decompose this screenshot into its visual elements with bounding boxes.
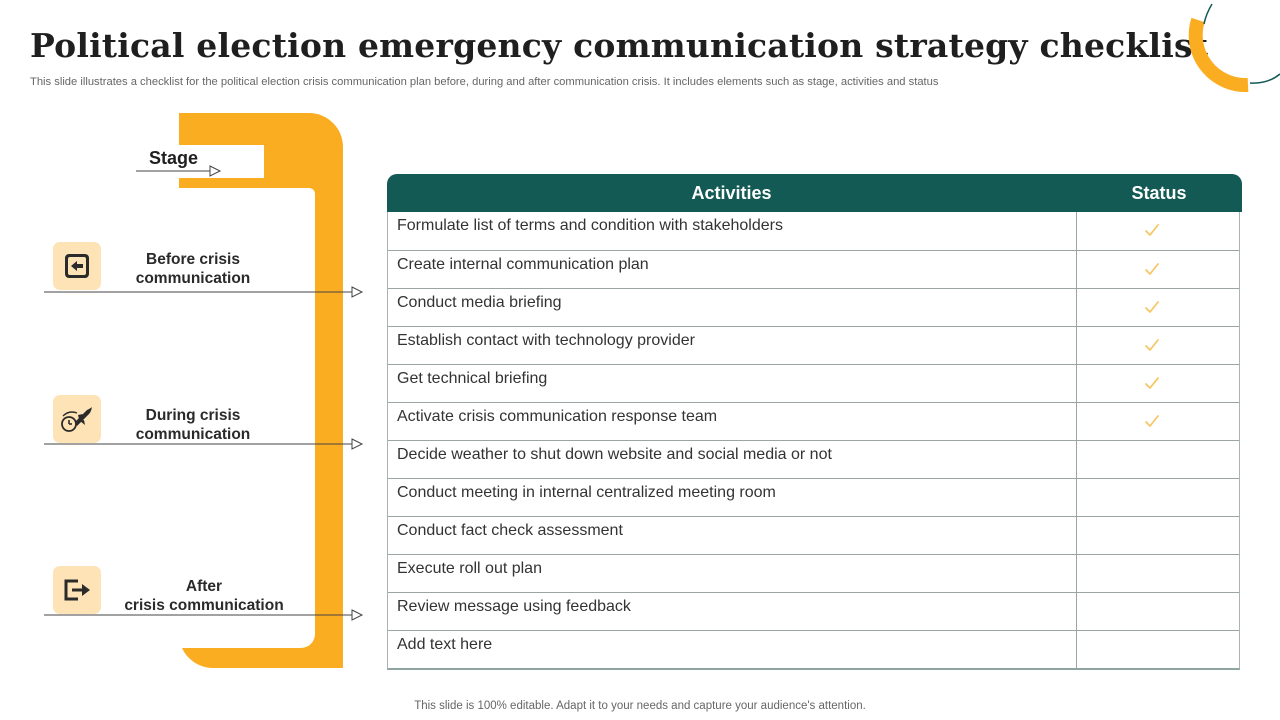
table-row	[388, 364, 1239, 402]
status-cell	[1077, 365, 1239, 402]
table-row	[388, 326, 1239, 364]
activity-cell: Conduct meeting in internal centralized meeting room	[388, 479, 1077, 516]
phase-after-arrow-icon	[44, 609, 364, 621]
activity-cell: Review message using feedback	[388, 593, 1077, 630]
header-activities: Activities	[691, 182, 772, 203]
phase-before-line1: Before crisis	[146, 251, 240, 268]
check-icon	[1144, 299, 1160, 315]
phase-during-line2: communication	[135, 426, 251, 443]
check-icon	[1144, 261, 1160, 277]
status-cell	[1077, 517, 1239, 554]
status-cell	[1077, 631, 1239, 668]
decorative-arc-icon	[1180, 0, 1280, 100]
activity-cell: Decide weather to shut down website and social media or not	[388, 441, 1077, 478]
phase-before-line2: communication	[135, 270, 251, 287]
table-body	[387, 212, 1240, 670]
status-cell	[1077, 593, 1239, 630]
table-row	[388, 440, 1239, 478]
activity-cell: Establish contact with technology provider	[388, 327, 1077, 364]
table-row	[388, 554, 1239, 592]
stage-arrow-icon	[136, 164, 222, 178]
phase-before-label	[103, 250, 283, 288]
table-row	[388, 516, 1239, 554]
phase-during-line1: During crisis	[145, 407, 241, 424]
activity-cell: Formulate list of terms and condition with stakeholders	[388, 212, 1077, 250]
rocket-clock-icon	[53, 395, 101, 443]
status-cell	[1077, 441, 1239, 478]
arrow-left-box-icon	[53, 242, 101, 290]
status-cell	[1077, 251, 1239, 288]
activity-cell: Conduct media briefing	[388, 289, 1077, 326]
slide-subtitle: This slide illustrates a checklist for the political election crisis communication plan before, during and after communication crisis. It includes elements such as stage, activities and status	[30, 76, 939, 88]
activity-cell: Create internal communication plan	[388, 251, 1077, 288]
check-icon	[1144, 337, 1160, 353]
phase-after-line1: After	[185, 578, 223, 595]
exit-arrow-icon	[53, 566, 101, 614]
slide-title: Political election emergency communication strategy checklist	[30, 26, 1209, 65]
checklist-table	[387, 174, 1242, 670]
status-cell	[1077, 327, 1239, 364]
status-cell	[1077, 212, 1239, 250]
phase-during-arrow-icon	[44, 438, 364, 450]
header-status: Status	[1131, 182, 1187, 203]
activity-cell: Execute roll out plan	[388, 555, 1077, 592]
phase-after-line2: crisis communication	[124, 597, 284, 614]
status-cell	[1077, 289, 1239, 326]
table-row	[388, 478, 1239, 516]
check-icon	[1144, 413, 1160, 429]
status-cell	[1077, 403, 1239, 440]
footer-note: This slide is 100% editable. Adapt it to your needs and capture your audience's attention.	[414, 700, 866, 712]
activity-cell: Get technical briefing	[388, 365, 1077, 402]
activity-cell: Add text here	[388, 631, 1077, 668]
table-row	[388, 592, 1239, 630]
check-icon	[1144, 375, 1160, 391]
stage-label: Stage	[149, 148, 199, 168]
activity-cell: Activate crisis communication response team	[388, 403, 1077, 440]
status-cell	[1077, 555, 1239, 592]
activity-cell: Conduct fact check assessment	[388, 517, 1077, 554]
check-icon	[1144, 222, 1160, 238]
table-row	[388, 250, 1239, 288]
status-cell	[1077, 479, 1239, 516]
table-row	[388, 288, 1239, 326]
table-row	[388, 402, 1239, 440]
table-row	[388, 630, 1239, 668]
table-row	[388, 212, 1239, 250]
table-header	[387, 174, 1242, 212]
phase-before-arrow-icon	[44, 286, 364, 298]
